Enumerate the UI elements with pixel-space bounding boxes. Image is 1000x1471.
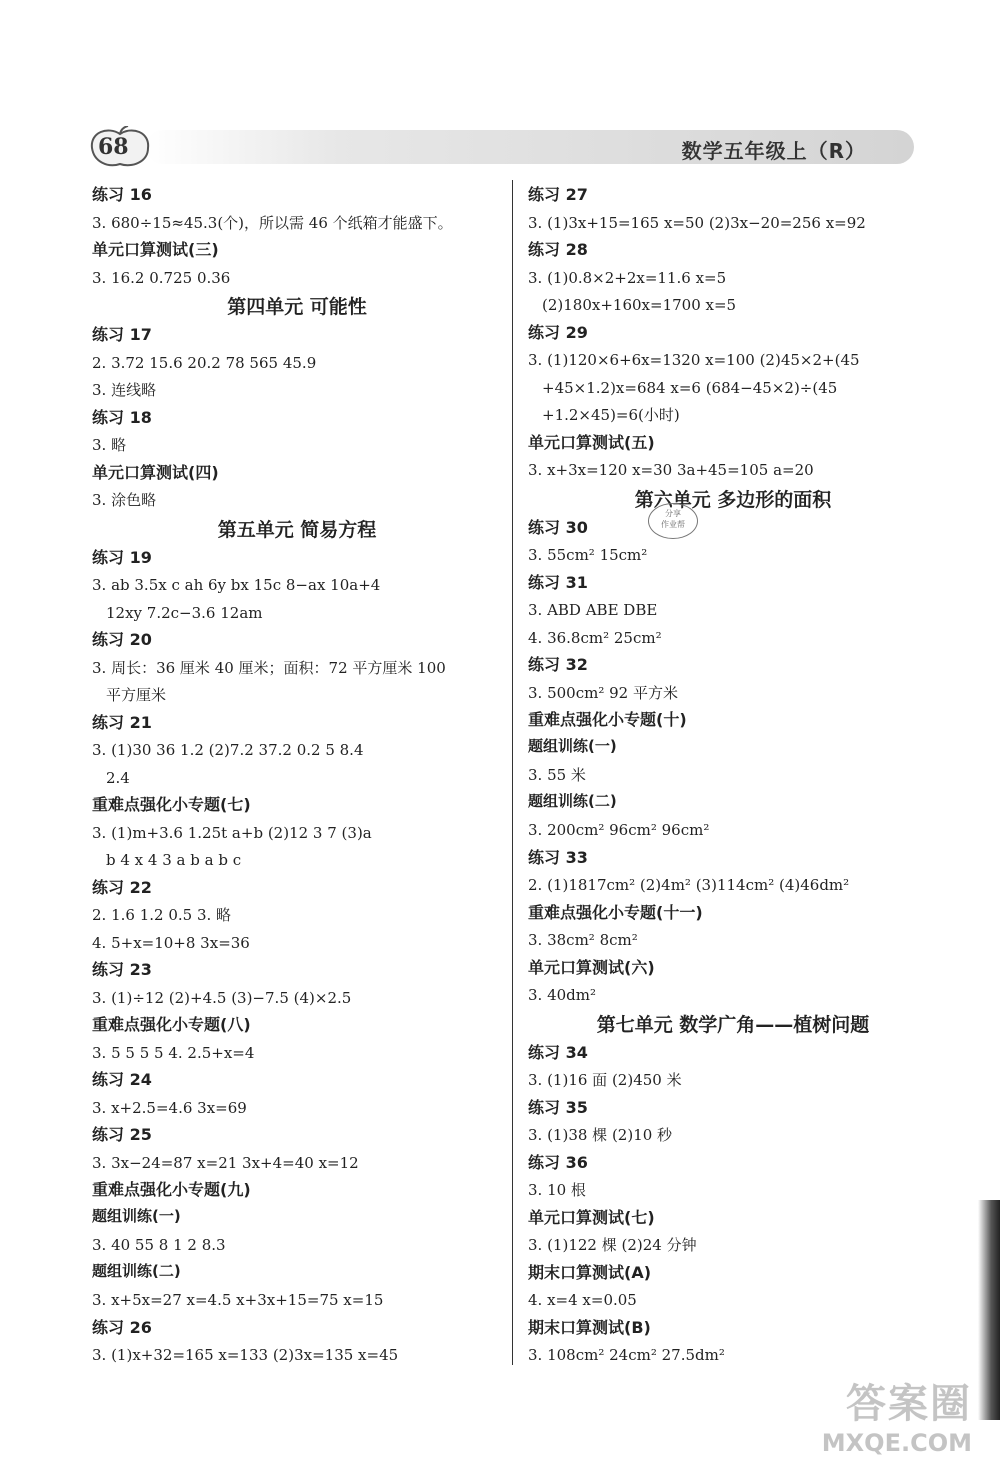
section-heading: 练习 35 <box>528 1097 588 1117</box>
answer-line: 3. x+3x=120 x=30 3a+45=105 a=20 <box>528 461 814 479</box>
answer-line: 3. (1)3x+15=165 x=50 (2)3x−20=256 x=92 <box>528 213 866 232</box>
section-heading: 练习 22 <box>92 877 152 897</box>
stamp-icon: 分享 作业帮 <box>648 503 698 539</box>
left-column <box>92 182 502 1370</box>
answer-line: 3. (1)x+32=165 x=133 (2)3x=135 x=45 <box>92 1346 399 1364</box>
unit-title: 第五单元 简易方程 <box>217 518 377 541</box>
answer-continuation: b 4 x 4 3 a b a b c <box>106 851 242 869</box>
answer-line: 3. 680÷15≈45.3(个)，所以需 46 个纸箱才能盛下。 <box>92 213 453 232</box>
section-heading: 练习 20 <box>92 630 152 649</box>
section-heading: 练习 29 <box>528 322 588 342</box>
section-heading: 单元口算测试(七) <box>528 1207 655 1227</box>
answer-line: 3. 周长：36 厘米 40 厘米；面积：72 平方厘米 100 <box>92 658 446 677</box>
answer-line: 3. (1)38 棵 (2)10 秒 <box>528 1126 673 1144</box>
answer-line: 3. 3x−24=87 x=21 3x+4=40 x=12 <box>92 1153 359 1172</box>
section-heading: 单元口算测试(六) <box>528 957 655 977</box>
subsection-heading: 题组训练(二) <box>528 791 617 810</box>
section-heading: 练习 30 <box>528 517 588 537</box>
section-heading: 期末口算测试(A) <box>528 1262 652 1282</box>
subsection-heading: 题组训练(一) <box>528 736 617 755</box>
section-heading: 重难点强化小专题(九) <box>92 1180 251 1199</box>
section-heading: 练习 36 <box>528 1152 588 1172</box>
answer-line: 3. 40dm² <box>528 986 597 1004</box>
answer-line: 3. 40 55 8 1 2 8.3 <box>92 1236 226 1254</box>
section-heading: 练习 17 <box>92 325 152 344</box>
page-edge <box>978 1200 1000 1420</box>
answer-line: 3. 16.2 0.725 0.36 <box>92 268 231 287</box>
subsection-heading: 题组训练(一) <box>92 1206 181 1225</box>
watermark <box>822 1372 972 1457</box>
answer-line: 4. 5+x=10+8 3x=36 <box>92 933 250 952</box>
answer-line: 3. 200cm² 96cm² 96cm² <box>528 821 710 839</box>
section-heading: 单元口算测试(三) <box>92 240 219 259</box>
answer-line: 3. (1)122 棵 (2)24 分钟 <box>528 1236 697 1254</box>
right-column <box>528 182 938 1370</box>
unit-title: 第七单元 数学广角——植树问题 <box>596 1013 870 1036</box>
book-title: 数学五年级上（R） <box>681 139 866 163</box>
subsection-heading: 题组训练(二) <box>92 1261 181 1280</box>
section-heading: 练习 21 <box>92 712 152 732</box>
answer-line: 3. x+2.5=4.6 3x=69 <box>92 1098 247 1117</box>
section-heading: 重难点强化小专题(十) <box>528 710 687 729</box>
answer-line: 2. 1.6 1.2 0.5 3. 略 <box>92 906 232 924</box>
answer-continuation: +45×1.2)x=684 x=6 (684−45×2)÷(45 <box>542 378 838 397</box>
answer-line: 3. 500cm² 92 平方米 <box>528 683 678 702</box>
column-divider <box>512 180 513 1365</box>
answer-line: 3. 10 根 <box>528 1181 586 1199</box>
answer-line: 4. 36.8cm² 25cm² <box>528 628 662 647</box>
answer-continuation: 2.4 <box>106 768 130 787</box>
section-heading: 单元口算测试(五) <box>528 432 655 452</box>
unit-title: 第六单元 多边形的面积 <box>634 488 832 511</box>
answer-line: 3. 108cm² 24cm² 27.5dm² <box>528 1346 725 1364</box>
watermark-url: MXQE.COM <box>821 1429 972 1457</box>
page-header <box>88 126 914 168</box>
page-number: 68 <box>98 134 129 160</box>
answer-line: 3. 55cm² 15cm² <box>528 546 648 564</box>
section-heading: 期末口算测试(B) <box>528 1317 651 1337</box>
section-heading: 练习 23 <box>92 960 152 979</box>
section-heading: 练习 19 <box>92 547 152 567</box>
answer-line: 3. 5 5 5 5 4. 2.5+x=4 <box>92 1043 255 1062</box>
section-heading: 练习 28 <box>528 240 588 259</box>
answer-line: 3. 连线略 <box>92 381 157 399</box>
section-heading: 练习 16 <box>92 185 152 204</box>
answer-line: 3. (1)16 面 (2)450 米 <box>528 1071 682 1089</box>
answer-line: 3. (1)0.8×2+2x=11.6 x=5 <box>528 268 727 287</box>
answer-line: 4. x=4 x=0.05 <box>528 1291 637 1309</box>
answer-line: 3. (1)÷12 (2)+4.5 (3)−7.5 (4)×2.5 <box>92 988 352 1007</box>
section-heading: 重难点强化小专题(十一) <box>528 902 703 922</box>
section-heading: 练习 34 <box>528 1042 588 1062</box>
section-heading: 练习 25 <box>92 1125 152 1144</box>
answer-line: 3. ABD ABE DBE <box>528 601 658 619</box>
answer-line: 3. (1)m+3.6 1.25t a+b (2)12 3 7 (3)a <box>92 823 372 842</box>
answer-continuation: 12xy 7.2c−3.6 12am <box>106 603 263 622</box>
section-heading: 练习 24 <box>92 1070 152 1089</box>
answer-line: 2. (1)1817cm² (2)4m² (3)114cm² (4)46dm² <box>528 876 850 894</box>
section-heading: 练习 33 <box>528 847 588 867</box>
answer-line: 3. (1)30 36 1.2 (2)7.2 37.2 0.2 5 8.4 <box>92 741 364 759</box>
answer-continuation: (2)180x+160x=1700 x=5 <box>542 296 737 314</box>
answer-line: 3. 涂色略 <box>92 491 157 509</box>
section-heading: 重难点强化小专题(八) <box>92 1015 251 1034</box>
section-heading: 重难点强化小专题(七) <box>92 795 251 814</box>
answer-line: 3. x+5x=27 x=4.5 x+3x+15=75 x=15 <box>92 1291 384 1309</box>
answer-line: 3. (1)120×6+6x=1320 x=100 (2)45×2+(45 <box>528 351 860 369</box>
answer-line: 3. 55 米 <box>528 766 586 784</box>
answer-line: 2. 3.72 15.6 20.2 78 565 45.9 <box>92 353 317 372</box>
section-heading: 练习 32 <box>528 655 588 674</box>
answer-line: 3. 略 <box>92 436 127 454</box>
answer-line: 3. ab 3.5x c ah 6y bx 15c 8−ax 10a+4 <box>92 576 381 594</box>
unit-title: 第四单元 可能性 <box>227 296 367 318</box>
section-heading: 练习 31 <box>528 572 588 592</box>
watermark-logo: 答案圈 <box>846 1381 972 1427</box>
answer-line: 3. 38cm² 8cm² <box>528 931 638 949</box>
section-heading: 练习 18 <box>92 407 152 427</box>
answer-continuation: 平方厘米 <box>106 686 167 704</box>
section-heading: 练习 26 <box>92 1317 152 1337</box>
section-heading: 单元口算测试(四) <box>92 462 219 482</box>
answer-continuation: +1.2×45)=6(小时) <box>542 406 680 424</box>
section-heading: 练习 27 <box>528 185 588 204</box>
